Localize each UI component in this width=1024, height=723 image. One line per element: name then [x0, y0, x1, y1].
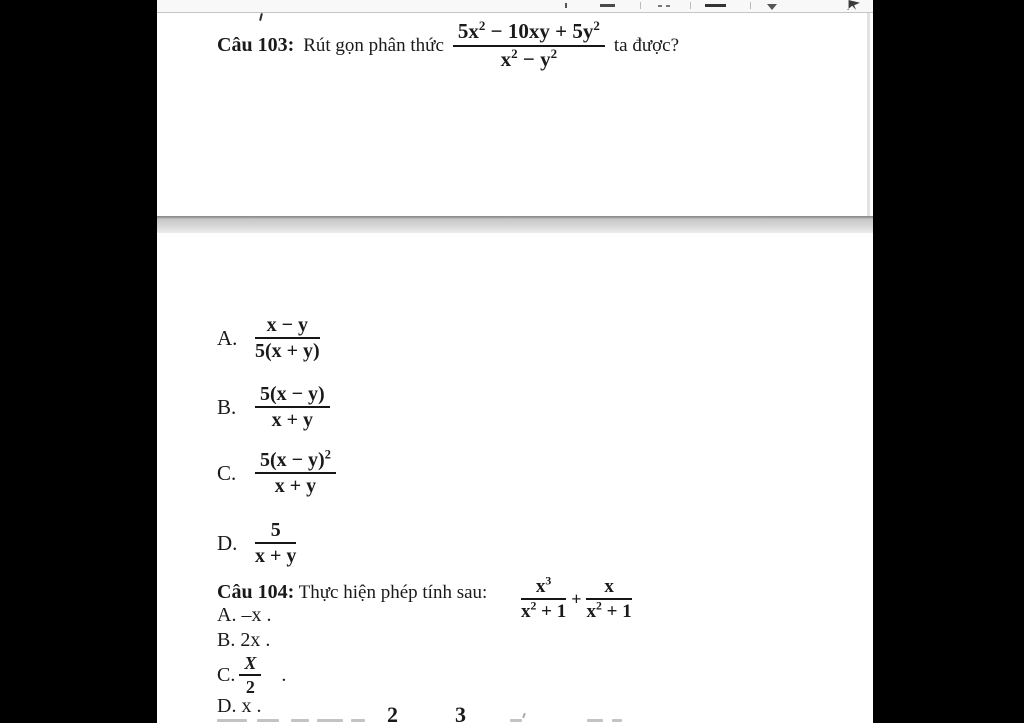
fraction-numerator: 5 [255, 519, 296, 544]
option-104-b [217, 629, 270, 652]
fraction-denominator: $x^2 - y^2$ [500, 45, 558, 71]
question-104-number: Câu 104: [217, 581, 295, 603]
option-label: B. [217, 629, 236, 651]
option-103-b [217, 383, 330, 432]
fraction-numerator: $5x^2 - 10xy + 5y^2$ [453, 20, 605, 47]
expression-fraction-2 [586, 576, 631, 623]
plus-operator: + [571, 588, 582, 609]
fraction-denominator: $x^2 + 1$ [521, 599, 567, 623]
question-104 [217, 581, 487, 604]
text-fragment-icon[interactable] [565, 3, 567, 8]
cut-off-text-fragment [587, 719, 603, 722]
cut-off-text-fragment [291, 719, 309, 722]
option-103-c [217, 449, 336, 498]
cut-off-text-fragment [612, 719, 622, 722]
question-104-expression [521, 576, 632, 623]
fraction-numerator: $x^3$ [521, 576, 566, 600]
option-104-d [217, 695, 261, 718]
option-fraction [255, 449, 336, 498]
cut-off-text-fragment [317, 719, 343, 722]
option-label: B. [217, 394, 237, 419]
dots-icon[interactable] [658, 5, 662, 7]
fraction-denominator: $x^2 + 1$ [586, 599, 632, 623]
toolbar-strip [157, 0, 873, 13]
option-103-a [217, 314, 320, 363]
text-fragment-icon[interactable] [600, 4, 615, 7]
cut-off-text-fragment [351, 719, 365, 722]
dots-icon[interactable] [666, 5, 670, 7]
page-break-gap [157, 216, 873, 233]
option-104-a [217, 604, 271, 627]
option-fraction [239, 653, 261, 697]
fraction-denominator: x + y [255, 545, 297, 568]
option-104-c [217, 653, 286, 697]
fraction-denominator: 5(x + y) [255, 340, 320, 363]
option-label: C. [217, 460, 237, 485]
cut-off-numerator-digit: 3 [455, 702, 466, 723]
cut-off-numerator-digit: 2 [387, 702, 398, 723]
question-103 [217, 20, 679, 71]
fraction-numerator: x − y [255, 314, 320, 339]
fraction-numerator: $5(x - y)^2$ [255, 449, 336, 474]
option-text: –x . [241, 604, 272, 626]
option-label: C. [217, 663, 236, 686]
underline-icon[interactable] [705, 4, 726, 7]
option-label: D. [217, 695, 237, 717]
toolbar-separator [640, 2, 641, 9]
toolbar-separator [690, 2, 691, 9]
question-104-prompt: Thực hiện phép tính sau: [298, 582, 488, 603]
option-label: D. [217, 530, 238, 555]
dropdown-arrow-icon[interactable] [767, 4, 777, 10]
question-103-suffix: ta được? [613, 34, 680, 56]
page-edge-shadow [867, 13, 870, 216]
document-viewer [157, 0, 873, 723]
cut-off-text-fragment [510, 719, 522, 722]
cut-off-text-fragment [217, 719, 247, 722]
option-103-d [217, 519, 296, 568]
fraction-numerator: 5(x − y) [255, 383, 330, 408]
option-fraction [255, 519, 296, 568]
option-label: A. [217, 604, 237, 626]
fraction-denominator: x + y [274, 475, 317, 498]
fraction-denominator: x + y [271, 409, 314, 432]
fraction-numerator: x [586, 576, 631, 600]
cursor-flag-icon[interactable] [847, 0, 860, 10]
option-period: . [281, 663, 287, 686]
question-103-fraction [453, 20, 605, 71]
cut-off-text-fragment [257, 719, 279, 722]
option-label: A. [217, 325, 238, 350]
option-text: x . [241, 695, 262, 717]
question-103-prompt: Rút gọn phân thức [303, 34, 444, 56]
option-text: 2x . [240, 629, 271, 651]
option-fraction [255, 383, 330, 432]
expression-fraction-1 [521, 576, 566, 623]
question-103-number: Câu 103: [217, 34, 295, 57]
fraction-denominator: 2 [245, 677, 255, 698]
toolbar-separator [750, 2, 751, 9]
fraction-numerator: X [239, 653, 261, 676]
option-fraction [255, 314, 320, 363]
